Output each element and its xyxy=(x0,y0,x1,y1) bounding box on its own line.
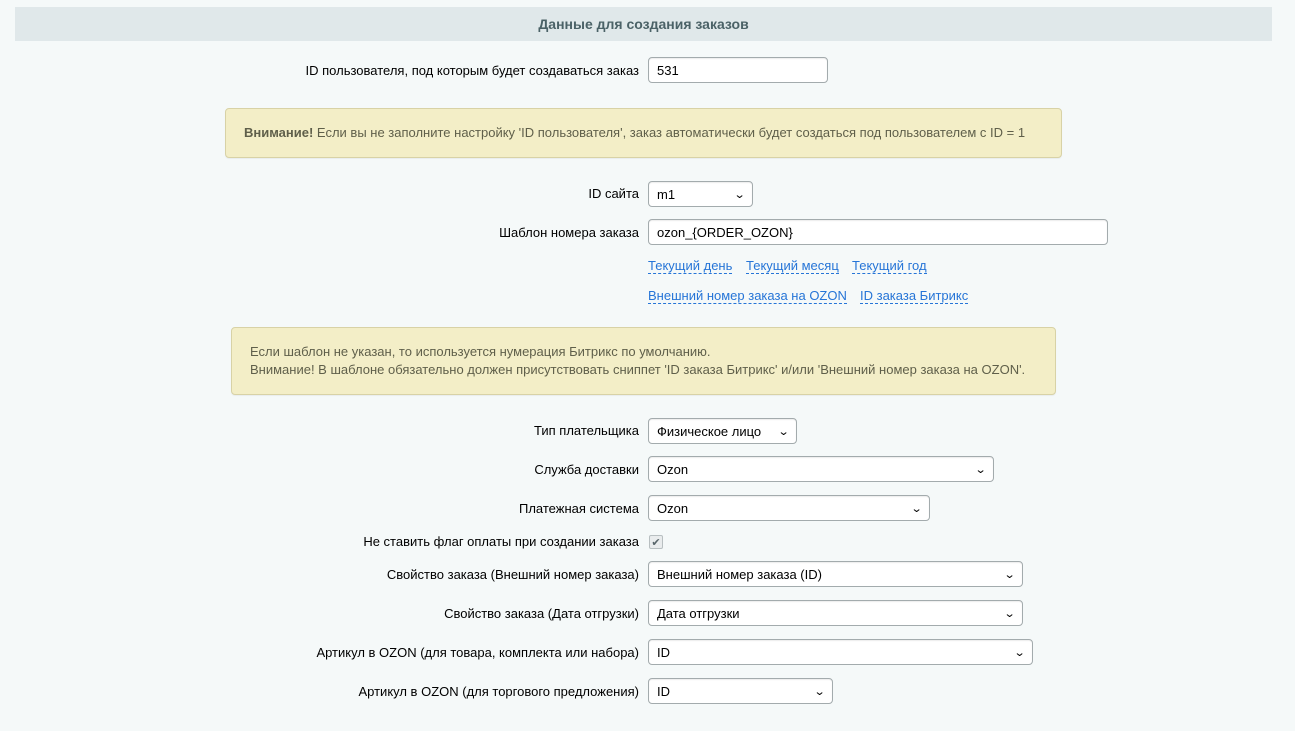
payer-type-value: Физическое лицо xyxy=(657,423,762,439)
checkmark-icon: ✔ xyxy=(651,536,661,549)
snippet-current-day[interactable]: Текущий день xyxy=(648,258,733,273)
payer-type-label: Тип плательщика xyxy=(534,423,639,438)
payment-select[interactable] xyxy=(648,495,930,521)
article-product-select[interactable] xyxy=(648,639,1033,665)
chevron-down-icon: ⌄ xyxy=(974,463,987,476)
user-id-input[interactable] xyxy=(648,57,828,83)
payment-value: Ozon xyxy=(657,500,689,516)
warning-bold: Внимание! xyxy=(244,125,314,140)
article-product-label: Артикул в OZON (для товара, комплекта или набора) xyxy=(316,645,639,660)
snippet-current-year[interactable]: Текущий год xyxy=(852,258,927,273)
user-id-warning xyxy=(225,108,1062,158)
article-offer-label: Артикул в OZON (для торгового предложения) xyxy=(358,684,639,699)
prop-ext-number-value: Внешний номер заказа (ID) xyxy=(657,566,822,582)
prop-ship-date-label: Свойство заказа (Дата отгрузки) xyxy=(444,606,639,621)
payer-type-select[interactable] xyxy=(648,418,797,444)
user-id-value: 531 xyxy=(657,62,679,78)
chevron-down-icon: ⌄ xyxy=(910,502,923,515)
site-id-select[interactable] xyxy=(648,181,753,207)
template-input[interactable] xyxy=(648,219,1108,245)
prop-ext-number-label: Свойство заказа (Внешний номер заказа) xyxy=(386,567,639,582)
chevron-down-icon: ⌄ xyxy=(733,188,746,201)
chevron-down-icon: ⌄ xyxy=(813,685,826,698)
no-paid-flag-checkbox[interactable] xyxy=(649,535,663,549)
prop-ship-date-select[interactable] xyxy=(648,600,1023,626)
section-header xyxy=(15,7,1272,41)
template-label: Шаблон номера заказа xyxy=(499,225,639,240)
snippet-bitrix-order-id[interactable]: ID заказа Битрикс xyxy=(860,288,969,303)
no-paid-flag-label: Не ставить флаг оплаты при создании заказа xyxy=(363,534,639,549)
article-offer-value: ID xyxy=(657,683,670,699)
delivery-select[interactable] xyxy=(648,456,994,482)
template-warning-line2: Внимание! В шаблоне обязательно должен присутствовать сниппет 'ID заказа Битрикс' и/или 'Внешний номер заказа на OZON'. xyxy=(250,362,1026,377)
site-id-value: m1 xyxy=(657,186,676,202)
template-warning xyxy=(231,327,1056,395)
site-id-label: ID сайта xyxy=(588,186,639,201)
payment-label: Платежная система xyxy=(519,501,639,516)
chevron-down-icon: ⌄ xyxy=(1013,646,1026,659)
delivery-value: Ozon xyxy=(657,461,689,477)
section-title: Данные для создания заказов xyxy=(538,16,749,32)
article-offer-select[interactable] xyxy=(648,678,833,704)
prop-ext-number-select[interactable] xyxy=(648,561,1023,587)
snippet-current-month[interactable]: Текущий месяц xyxy=(746,258,839,273)
article-product-value: ID xyxy=(657,644,670,660)
template-warning-line1: Если шаблон не указан, то используется нумерация Битрикс по умолчанию. xyxy=(250,344,711,359)
chevron-down-icon: ⌄ xyxy=(1003,568,1016,581)
user-id-label: ID пользователя, под которым будет создаваться заказ xyxy=(305,63,639,78)
warning-text: Если вы не заполните настройку 'ID пользователя', заказ автоматически будет создаться под пользователем с ID = 1 xyxy=(313,125,1026,140)
delivery-label: Служба доставки xyxy=(534,462,639,477)
snippet-ozon-order-number[interactable]: Внешний номер заказа на OZON xyxy=(648,288,847,303)
chevron-down-icon: ⌄ xyxy=(1003,607,1016,620)
chevron-down-icon: ⌄ xyxy=(777,425,790,438)
prop-ship-date-value: Дата отгрузки xyxy=(657,605,740,621)
template-value: ozon_{ORDER_OZON} xyxy=(657,224,793,240)
